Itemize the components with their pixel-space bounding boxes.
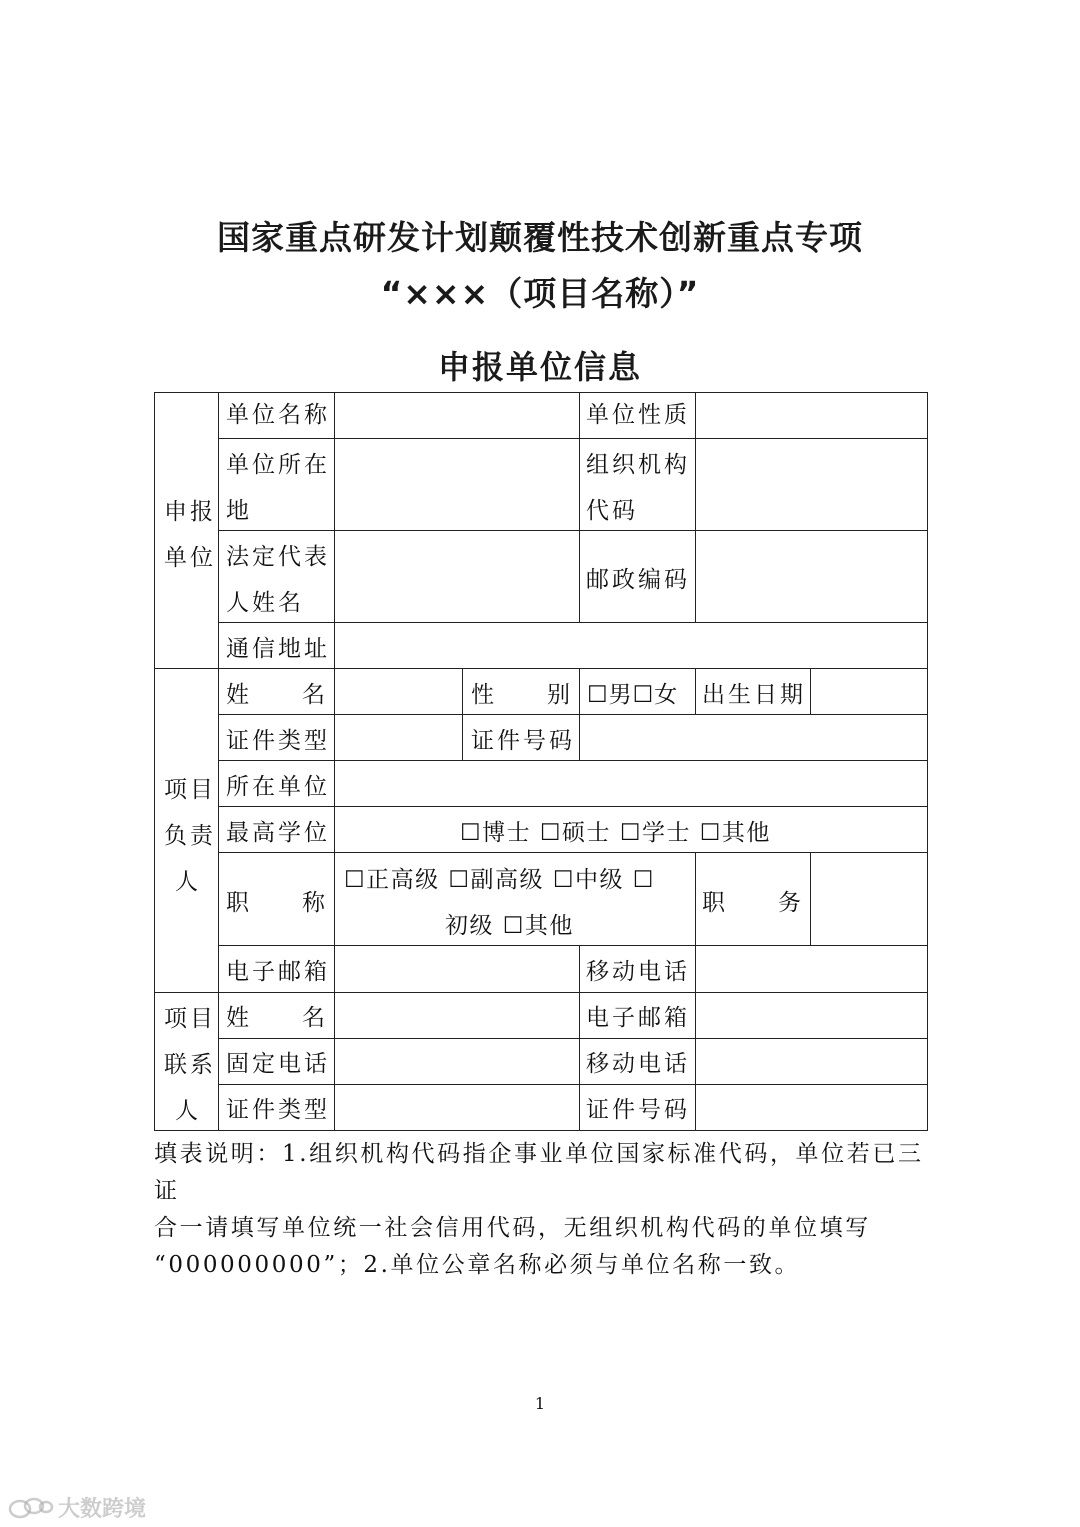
post-label: 职 [702,890,728,916]
postcode-label: 邮政编码 [586,567,690,593]
cloud-speech-icon [8,1495,54,1521]
document-title: 国家重点研发计划颠覆性技术创新重点专项 [217,218,863,257]
title-label: 职 [226,890,252,916]
org-name-label: 单位名称 [226,402,330,428]
degree-options[interactable]: ☐博士 ☐硕士 ☐学士 ☐其他 [460,820,771,846]
table-border-right [927,392,928,1131]
leader-unit-label: 所在单位 [226,774,330,800]
contact-email-label: 电子邮箱 [586,1005,690,1031]
form-title: 申报单位信息 [437,348,642,386]
leader-id-no-label: 证件号码 [471,728,575,754]
column-line [579,668,580,760]
page-number: 1 [534,1394,546,1413]
column-line [579,945,580,1131]
row-line [218,622,928,623]
column-line [810,852,811,945]
section-label-org: 单位 [164,545,216,571]
instruction-line: “000000000”；2.单位公章名称必须与单位名称一致。 [154,1252,801,1278]
section-label-leader: 负责 [164,823,216,849]
post-label: 务 [778,890,804,916]
address-label: 通信地址 [226,636,330,662]
project-name-placeholder: “×××（项目名称）” [380,274,700,313]
leader-name-label: 名 [302,682,328,708]
column-line [695,945,696,1131]
gender-label: 性 [471,682,497,708]
degree-label: 最高学位 [226,820,330,846]
org-code-label: 代码 [586,498,638,524]
table-border-left [154,392,155,1131]
org-location-label: 地 [226,498,252,524]
birth-date-label: 出生日期 [702,682,806,708]
title-options[interactable]: ☐正高级 ☐副高级 ☐中级 ☐ [344,867,655,893]
contact-id-type-label: 证件类型 [226,1097,330,1123]
section-label-org: 申报 [164,499,216,525]
leader-email-label: 电子邮箱 [226,959,330,985]
column-line [810,668,811,714]
org-nature-label: 单位性质 [586,402,690,428]
instruction-line: 填表说明：1.组织机构代码指企事业单位国家标准代码，单位若已三证 [154,1141,924,1204]
title-label: 称 [302,890,328,916]
section-label-contact: 联系 [164,1052,216,1078]
section-label-leader: 人 [175,869,201,895]
org-code-label: 组织机构 [586,452,690,478]
column-line [462,668,463,760]
section-label-leader: 项目 [164,777,216,803]
column-line [695,392,696,622]
watermark [8,1492,146,1523]
section-label-contact: 人 [175,1098,201,1124]
column-line [695,852,696,945]
section-label-contact: 项目 [164,1006,216,1032]
legal-rep-label: 法定代表 [226,544,330,570]
column-line [334,392,335,1131]
row-line [218,438,928,439]
instruction-line: 合一请填写单位统一社会信用代码，无组织机构代码的单位填写 [154,1215,871,1241]
leader-name-label: 姓 [226,682,252,708]
gender-options[interactable]: ☐男☐女 [587,682,679,708]
column-line [579,392,580,622]
applicant-info-table [154,392,928,1131]
row-line [218,530,928,531]
org-location-label: 单位所在 [226,452,330,478]
contact-phone-label: 固定电话 [226,1051,330,1077]
gender-label: 别 [547,682,573,708]
contact-name-label: 姓 [226,1005,252,1031]
watermark-text: 大数跨境 [58,1497,147,1522]
leader-id-type-label: 证件类型 [226,728,330,754]
contact-mobile-label: 移动电话 [586,1051,690,1077]
legal-rep-label: 人姓名 [226,590,304,616]
contact-name-label: 名 [302,1005,328,1031]
column-line [695,668,696,714]
form-instructions [154,1136,928,1284]
leader-mobile-label: 移动电话 [586,959,690,985]
column-line [218,392,219,1131]
title-options[interactable]: 初级 ☐其他 [445,913,574,939]
contact-id-no-label: 证件号码 [586,1097,690,1123]
